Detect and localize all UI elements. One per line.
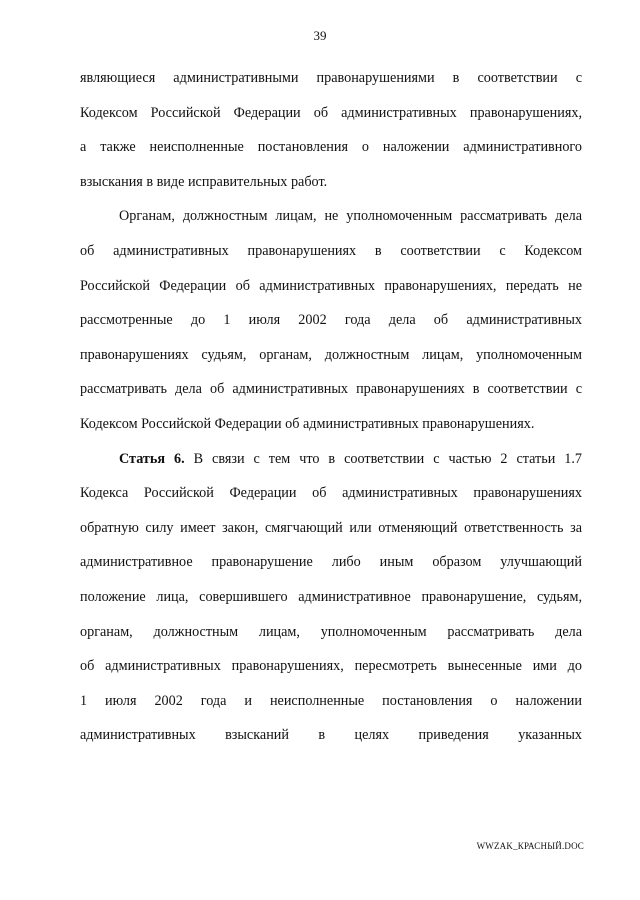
text-line: правонарушениях судьям, органам, должностным лицам, уполномоченным — [80, 346, 582, 363]
page-number: 39 — [313, 28, 327, 43]
text-line: а также неисполненные постановления о наложении административного — [80, 139, 582, 156]
paragraph-1 — [80, 61, 582, 199]
article-6 — [80, 442, 582, 753]
text-line: Кодексом Российской Федерации об административных правонарушениях, — [80, 104, 582, 121]
text-line: Органам, должностным лицам, не уполномоченным рассматривать дела — [119, 208, 582, 225]
paragraph-2 — [80, 199, 582, 441]
text-line: взыскания в виде исправительных работ. — [80, 173, 328, 190]
text-line: 1 июля 2002 года и неисполненные постановления о наложении — [80, 692, 582, 709]
text-line: рассмотренные до 1 июля 2002 года дела об административных — [80, 312, 582, 329]
text-line: положение лица, совершившего административное правонарушение, судьям, — [80, 588, 582, 605]
document-body — [80, 61, 582, 753]
article-first-line-text: В связи с тем что в соответствии с частью 2 статьи 1.7 — [193, 450, 582, 467]
article-title: Статья 6. — [119, 450, 185, 467]
text-line: об административных правонарушениях в соответствии с Кодексом — [80, 242, 582, 259]
text-line: административных взысканий в целях приведения указанных — [80, 727, 582, 744]
text-line: органам, должностным лицам, уполномоченным рассматривать дела — [80, 623, 582, 640]
text-line: являющиеся административными правонарушениями в соответствии с — [80, 70, 582, 86]
text-line: Кодекса Российской Федерации об административных правонарушениях — [80, 485, 582, 502]
text-line: административное правонарушение либо иным образом улучшающий — [80, 554, 582, 571]
text-line: Кодексом Российской Федерации об административных правонарушениях. — [80, 415, 535, 432]
text-line: об административных правонарушениях, пересмотреть вынесенные ими до — [80, 658, 582, 675]
text-line: обратную силу имеет закон, смягчающий или отменяющий ответственность за — [80, 519, 582, 536]
text-line: Российской Федерации об административных правонарушениях, передать не — [80, 277, 582, 294]
text-line — [80, 442, 582, 477]
file-name-footer: WWZAK_КРАСНЫЙ.DOC — [476, 841, 584, 851]
text-line: рассматривать дела об административных правонарушениях в соответствии с — [80, 381, 582, 398]
